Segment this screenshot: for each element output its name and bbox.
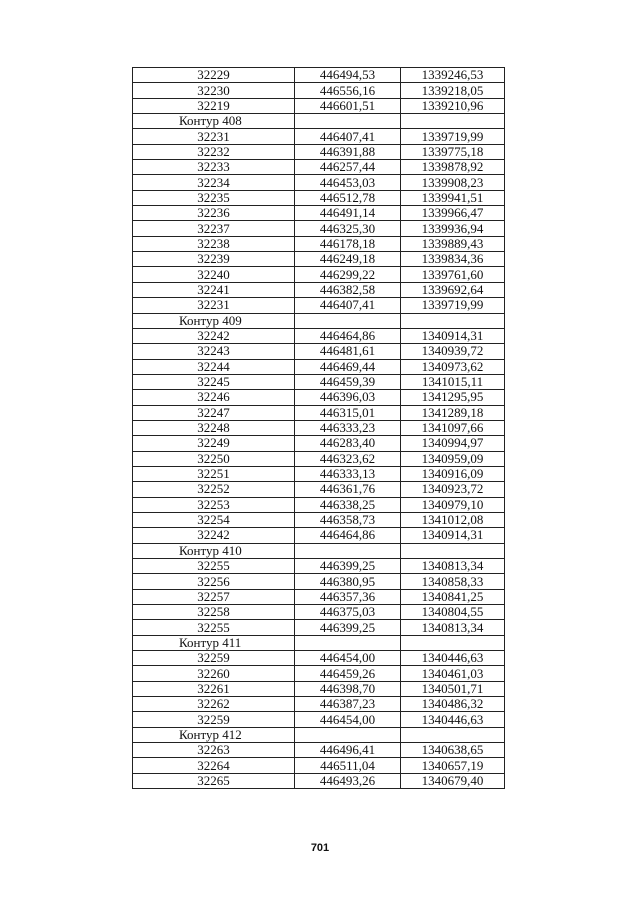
point-id-cell: 32231 <box>133 129 295 144</box>
contour-label: Контур 409 <box>133 313 295 328</box>
y-coordinate-cell: 1340679,40 <box>401 773 505 788</box>
y-coordinate-cell: 1341289,18 <box>401 405 505 420</box>
y-coordinate-cell: 1341015,11 <box>401 374 505 389</box>
table-row <box>133 298 505 313</box>
x-coordinate-cell: 446464,86 <box>295 528 401 543</box>
y-coordinate-cell: 1339889,43 <box>401 236 505 251</box>
point-id-cell: 32219 <box>133 98 295 113</box>
x-coordinate-cell: 446315,01 <box>295 405 401 420</box>
table-row <box>133 697 505 712</box>
y-coordinate-cell: 1340939,72 <box>401 344 505 359</box>
point-id-cell: 32237 <box>133 221 295 236</box>
empty-cell <box>295 635 401 650</box>
y-coordinate-cell: 1340994,97 <box>401 436 505 451</box>
x-coordinate-cell: 446391,88 <box>295 144 401 159</box>
table-row <box>133 436 505 451</box>
point-id-cell: 32260 <box>133 666 295 681</box>
point-id-cell: 32238 <box>133 236 295 251</box>
table-row <box>133 681 505 696</box>
y-coordinate-cell: 1339218,05 <box>401 83 505 98</box>
x-coordinate-cell: 446361,76 <box>295 482 401 497</box>
y-coordinate-cell: 1340841,25 <box>401 589 505 604</box>
empty-cell <box>295 313 401 328</box>
x-coordinate-cell: 446407,41 <box>295 129 401 144</box>
table-row <box>133 420 505 435</box>
y-coordinate-cell: 1339941,51 <box>401 190 505 205</box>
point-id-cell: 32264 <box>133 758 295 773</box>
x-coordinate-cell: 446459,26 <box>295 666 401 681</box>
table-row <box>133 236 505 251</box>
table-row <box>133 712 505 727</box>
table-row <box>133 328 505 343</box>
table-row <box>133 359 505 374</box>
y-coordinate-cell: 1340973,62 <box>401 359 505 374</box>
y-coordinate-cell: 1341097,66 <box>401 420 505 435</box>
table-row <box>133 390 505 405</box>
table-row <box>133 528 505 543</box>
y-coordinate-cell: 1340959,09 <box>401 451 505 466</box>
point-id-cell: 32245 <box>133 374 295 389</box>
contour-label: Контур 412 <box>133 727 295 742</box>
empty-cell <box>295 543 401 558</box>
table-row <box>133 743 505 758</box>
table-row <box>133 620 505 635</box>
y-coordinate-cell: 1340446,63 <box>401 651 505 666</box>
table-row <box>133 574 505 589</box>
table-row <box>133 252 505 267</box>
point-id-cell: 32258 <box>133 605 295 620</box>
y-coordinate-cell: 1340916,09 <box>401 466 505 481</box>
y-coordinate-cell: 1340914,31 <box>401 328 505 343</box>
table-row <box>133 589 505 604</box>
contour-label: Контур 410 <box>133 543 295 558</box>
table-row <box>133 98 505 113</box>
table-row <box>133 175 505 190</box>
y-coordinate-cell: 1340804,55 <box>401 605 505 620</box>
contour-label: Контур 411 <box>133 635 295 650</box>
y-coordinate-cell: 1339692,64 <box>401 282 505 297</box>
empty-cell <box>295 114 401 129</box>
y-coordinate-cell: 1339775,18 <box>401 144 505 159</box>
y-coordinate-cell: 1339908,23 <box>401 175 505 190</box>
table-row <box>133 512 505 527</box>
point-id-cell: 32263 <box>133 743 295 758</box>
table-row <box>133 83 505 98</box>
table-row <box>133 758 505 773</box>
point-id-cell: 32254 <box>133 512 295 527</box>
table-row <box>133 605 505 620</box>
x-coordinate-cell: 446454,00 <box>295 712 401 727</box>
table-row <box>133 190 505 205</box>
y-coordinate-cell: 1339719,99 <box>401 129 505 144</box>
point-id-cell: 32239 <box>133 252 295 267</box>
point-id-cell: 32250 <box>133 451 295 466</box>
empty-cell <box>401 543 505 558</box>
point-id-cell: 32252 <box>133 482 295 497</box>
table-row <box>133 344 505 359</box>
x-coordinate-cell: 446454,00 <box>295 651 401 666</box>
x-coordinate-cell: 446333,13 <box>295 466 401 481</box>
x-coordinate-cell: 446493,26 <box>295 773 401 788</box>
point-id-cell: 32251 <box>133 466 295 481</box>
point-id-cell: 32243 <box>133 344 295 359</box>
x-coordinate-cell: 446407,41 <box>295 298 401 313</box>
contour-header-row <box>133 635 505 650</box>
table-row <box>133 451 505 466</box>
table-row <box>133 267 505 282</box>
point-id-cell: 32261 <box>133 681 295 696</box>
x-coordinate-cell: 446257,44 <box>295 160 401 175</box>
point-id-cell: 32230 <box>133 83 295 98</box>
point-id-cell: 32253 <box>133 497 295 512</box>
x-coordinate-cell: 446358,73 <box>295 512 401 527</box>
y-coordinate-cell: 1339966,47 <box>401 206 505 221</box>
point-id-cell: 32257 <box>133 589 295 604</box>
point-id-cell: 32231 <box>133 298 295 313</box>
table-row <box>133 466 505 481</box>
x-coordinate-cell: 446283,40 <box>295 436 401 451</box>
y-coordinate-cell: 1339246,53 <box>401 68 505 83</box>
y-coordinate-cell: 1340858,33 <box>401 574 505 589</box>
y-coordinate-cell: 1340813,34 <box>401 559 505 574</box>
y-coordinate-cell: 1340501,71 <box>401 681 505 696</box>
x-coordinate-cell: 446299,22 <box>295 267 401 282</box>
x-coordinate-cell: 446464,86 <box>295 328 401 343</box>
point-id-cell: 32246 <box>133 390 295 405</box>
y-coordinate-cell: 1339210,96 <box>401 98 505 113</box>
y-coordinate-cell: 1339936,94 <box>401 221 505 236</box>
y-coordinate-cell: 1340486,32 <box>401 697 505 712</box>
empty-cell <box>401 114 505 129</box>
empty-cell <box>401 635 505 650</box>
y-coordinate-cell: 1340923,72 <box>401 482 505 497</box>
point-id-cell: 32242 <box>133 328 295 343</box>
table-row <box>133 773 505 788</box>
point-id-cell: 32262 <box>133 697 295 712</box>
table-row <box>133 651 505 666</box>
y-coordinate-cell: 1341295,95 <box>401 390 505 405</box>
point-id-cell: 32256 <box>133 574 295 589</box>
x-coordinate-cell: 446380,95 <box>295 574 401 589</box>
x-coordinate-cell: 446459,39 <box>295 374 401 389</box>
coordinates-table <box>132 67 505 789</box>
y-coordinate-cell: 1339834,36 <box>401 252 505 267</box>
table-row <box>133 497 505 512</box>
table-row <box>133 405 505 420</box>
x-coordinate-cell: 446338,25 <box>295 497 401 512</box>
table-row <box>133 666 505 681</box>
x-coordinate-cell: 446178,18 <box>295 236 401 251</box>
point-id-cell: 32240 <box>133 267 295 282</box>
point-id-cell: 32255 <box>133 620 295 635</box>
point-id-cell: 32233 <box>133 160 295 175</box>
point-id-cell: 32242 <box>133 528 295 543</box>
empty-cell <box>401 313 505 328</box>
y-coordinate-cell: 1340914,31 <box>401 528 505 543</box>
x-coordinate-cell: 446494,53 <box>295 68 401 83</box>
table-row <box>133 221 505 236</box>
x-coordinate-cell: 446399,25 <box>295 620 401 635</box>
x-coordinate-cell: 446491,14 <box>295 206 401 221</box>
x-coordinate-cell: 446512,78 <box>295 190 401 205</box>
table-row <box>133 160 505 175</box>
empty-cell <box>295 727 401 742</box>
y-coordinate-cell: 1340657,19 <box>401 758 505 773</box>
point-id-cell: 32234 <box>133 175 295 190</box>
y-coordinate-cell: 1339719,99 <box>401 298 505 313</box>
x-coordinate-cell: 446496,41 <box>295 743 401 758</box>
x-coordinate-cell: 446249,18 <box>295 252 401 267</box>
contour-header-row <box>133 313 505 328</box>
y-coordinate-cell: 1341012,08 <box>401 512 505 527</box>
coordinates-table-body <box>133 68 505 789</box>
x-coordinate-cell: 446357,36 <box>295 589 401 604</box>
x-coordinate-cell: 446399,25 <box>295 559 401 574</box>
y-coordinate-cell: 1340446,63 <box>401 712 505 727</box>
table-row <box>133 559 505 574</box>
point-id-cell: 32259 <box>133 651 295 666</box>
point-id-cell: 32232 <box>133 144 295 159</box>
contour-label: Контур 408 <box>133 114 295 129</box>
x-coordinate-cell: 446382,58 <box>295 282 401 297</box>
point-id-cell: 32247 <box>133 405 295 420</box>
contour-header-row <box>133 543 505 558</box>
table-row <box>133 482 505 497</box>
y-coordinate-cell: 1340813,34 <box>401 620 505 635</box>
point-id-cell: 32265 <box>133 773 295 788</box>
point-id-cell: 32235 <box>133 190 295 205</box>
x-coordinate-cell: 446387,23 <box>295 697 401 712</box>
y-coordinate-cell: 1339761,60 <box>401 267 505 282</box>
x-coordinate-cell: 446398,70 <box>295 681 401 696</box>
table-row <box>133 374 505 389</box>
x-coordinate-cell: 446453,03 <box>295 175 401 190</box>
point-id-cell: 32236 <box>133 206 295 221</box>
point-id-cell: 32229 <box>133 68 295 83</box>
x-coordinate-cell: 446325,30 <box>295 221 401 236</box>
point-id-cell: 32241 <box>133 282 295 297</box>
y-coordinate-cell: 1340638,65 <box>401 743 505 758</box>
x-coordinate-cell: 446511,04 <box>295 758 401 773</box>
contour-header-row <box>133 727 505 742</box>
y-coordinate-cell: 1340979,10 <box>401 497 505 512</box>
point-id-cell: 32255 <box>133 559 295 574</box>
x-coordinate-cell: 446375,03 <box>295 605 401 620</box>
point-id-cell: 32259 <box>133 712 295 727</box>
point-id-cell: 32248 <box>133 420 295 435</box>
point-id-cell: 32249 <box>133 436 295 451</box>
y-coordinate-cell: 1339878,92 <box>401 160 505 175</box>
point-id-cell: 32244 <box>133 359 295 374</box>
table-row <box>133 144 505 159</box>
y-coordinate-cell: 1340461,03 <box>401 666 505 681</box>
x-coordinate-cell: 446481,61 <box>295 344 401 359</box>
empty-cell <box>401 727 505 742</box>
x-coordinate-cell: 446333,23 <box>295 420 401 435</box>
table-row <box>133 206 505 221</box>
table-row <box>133 129 505 144</box>
x-coordinate-cell: 446396,03 <box>295 390 401 405</box>
x-coordinate-cell: 446469,44 <box>295 359 401 374</box>
table-row <box>133 282 505 297</box>
x-coordinate-cell: 446601,51 <box>295 98 401 113</box>
contour-header-row <box>133 114 505 129</box>
table-row <box>133 68 505 83</box>
x-coordinate-cell: 446556,16 <box>295 83 401 98</box>
page-number: 701 <box>310 842 330 854</box>
x-coordinate-cell: 446323,62 <box>295 451 401 466</box>
